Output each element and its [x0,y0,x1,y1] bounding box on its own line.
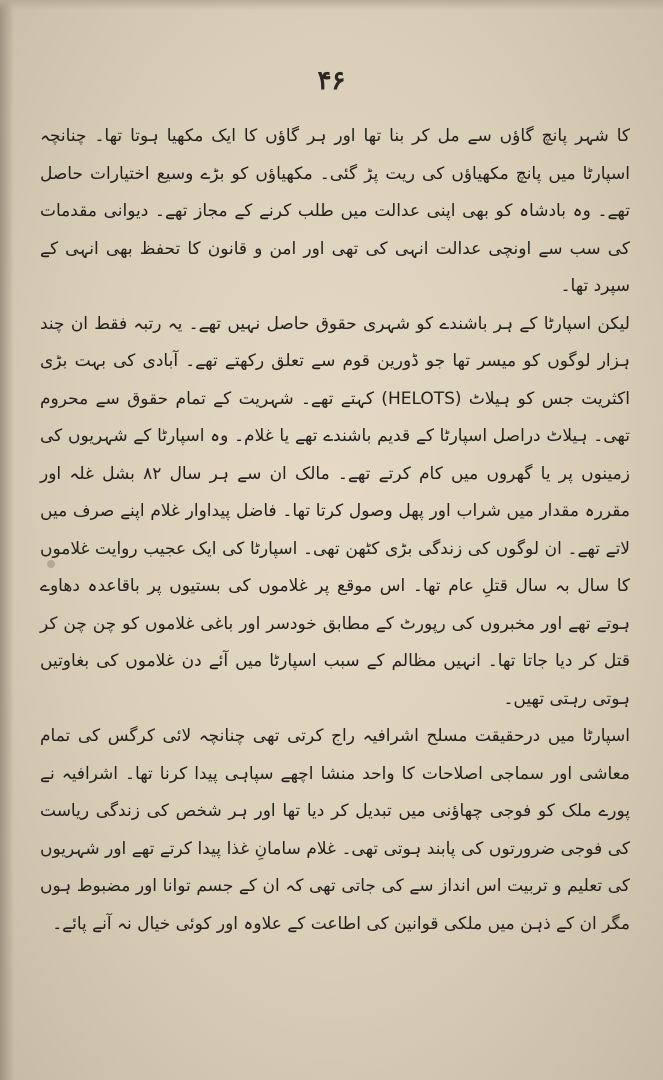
paragraph-3: اسپارٹا میں درحقیقت مسلح اشرافیہ راج کرتی تھی چنانچہ لائی کرگس کی تمام معاشی اور سماجی اصلاحات کا واحد منشا اچھے سپاہی پیدا کرنا تھا۔ اشرافیہ نے پورے ملک کو فوجی چھاؤنی میں تبدیل کر دیا تھا اور ہر شخص کی زندگی ریاست کی فوجی ضرورتوں کی پابند ہوتی تھی۔ غلام سامانِ غذا پیدا کرتے تھے اور شہریوں کی تعلیم و تربیت اس انداز سے کی جاتی تھی کہ ان کے جسم توانا اور مضبوط ہوں مگر ان کے ذہن میں ملکی قوانین کی اطاعت کے علاوہ اور کوئی خیال نہ آنے پائے۔ [40,726,630,934]
paper-spot [47,560,55,568]
body-text [40,118,630,943]
page-number: ۴۶ [317,66,346,96]
page-spine-shadow [0,0,14,1080]
paragraph-1: کا شہر پانچ گاؤں سے مل کر بنا تھا اور ہر گاؤں کا ایک مکھیا ہوتا تھا۔ چنانچہ اسپارٹا میں پانچ مکھیاؤں کی ریت پڑ گئی۔ مکھیاؤں کو بڑے وسیع اختیارات حاصل تھے۔ وہ بادشاہ کو بھی اپنی عدالت میں طلب کرنے کے مجاز تھے۔ دیوانی مقدمات کی سب سے اونچی عدالت انہی کی تھی اور امن و قانون کا تحفظ بھی انہی کے سپرد تھا۔ [40,126,630,296]
page-top-edge [0,0,663,10]
paragraph-2: لیکن اسپارٹا کے ہر باشندے کو شہری حقوق حاصل نہیں تھے۔ یہ رتبہ فقط ان چند ہزار لوگوں کو میسر تھا جو ڈورین قوم سے تعلق رکھتے تھے۔ آبادی کی بہت بڑی اکثریت جس کو ہیلاٹ (HELOTS) کہتے تھے۔ شہریت کے تمام حقوق سے محروم تھی۔ ہیلاٹ دراصل اسپارٹا کے قدیم باشندے تھے یا غلام۔ وہ اسپارٹا کے شہریوں کی زمینوں پر یا گھروں میں کام کرتے تھے۔ مالک ان سے ہر سال ۸۲ بشل غلہ اور مقررہ مقدار میں شراب اور پھل وصول کرتا تھا۔ فاضل پیداوار غلام اپنے صرف میں لاتے تھے۔ ان لوگوں کی زندگی بڑی کٹھن تھی۔ اسپارٹا کی ایک عجیب روایت غلاموں کا سال بہ سال قتلِ عام تھا۔ اس موقع پر غلاموں کی بستیوں پر باقاعدہ دھاوے ہوتے تھے اور مخبروں کی رپورٹ کے مطابق خودسر اور باغی غلاموں کو چن چن کر قتل کر دیا جاتا تھا۔ انہیں مظالم کے سبب اسپارٹا میں آئے دن غلاموں کی بغاوتیں ہوتی رہتی تھیں۔ [40,313,630,709]
paper-spot [612,915,619,922]
